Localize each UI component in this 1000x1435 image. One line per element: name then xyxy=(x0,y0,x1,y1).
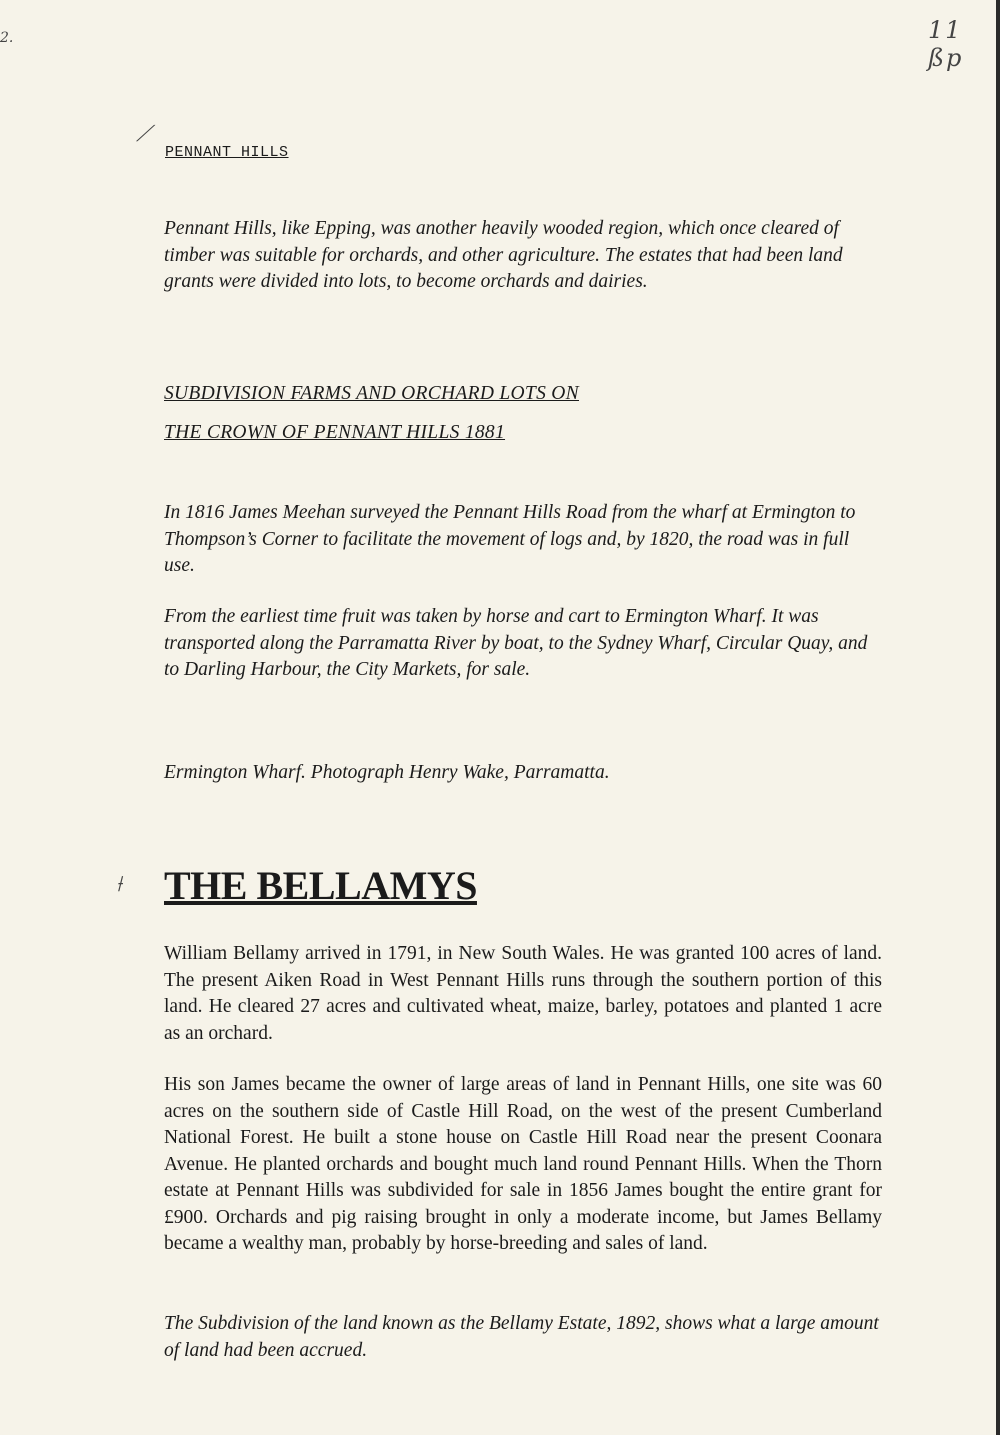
intro-paragraph: Pennant Hills, like Epping, was another heavily wooded region, which once cleared of timber was suitable for orchards, and other agriculture. The estates that had been land grants were divided into lots, to become orchards and dairies. xyxy=(164,218,843,292)
bellamys-paragraph-2: His son James became the owner of large areas of land in Pennant Hills, one site was 60 acres on the southern side of Castle Hill Road, on the west of the present Cumberland National Forest. He built a stone house on Castle Hill Road near the present Coonara Avenue. He planted orchards and bought much land round Pennant Hills. When the Thorn estate at Pennant Hills was subdivided for sale in 1856 James bought the entire grant for £900. Orchards and pig raising brought in only a moderate income, but James Bellamy became a wealthy man, probably by horse-breeding and sales of land. xyxy=(164,1074,882,1254)
scan-edge xyxy=(996,0,1000,1435)
handwritten-tick-mark: ⟋ xyxy=(136,122,152,147)
subdivision-heading-line-2: THE CROWN OF PENNANT HILLS 1881 xyxy=(164,422,506,443)
handwritten-tick-mark: ⟊ xyxy=(116,872,122,897)
bellamys-paragraph-3: The Subdivision of the land known as the Bellamy Estate, 1892, shows what a large amount of land had been accrued. xyxy=(164,1313,879,1361)
subdivision-heading-line-1: SUBDIVISION FARMS AND ORCHARD LOTS ON xyxy=(164,383,579,404)
bellamys-title: THE BELLAMYS xyxy=(164,863,477,908)
photo-caption: Ermington Wharf. Photograph Henry Wake, Parramatta. xyxy=(164,762,610,783)
margin-mark: 2. xyxy=(0,30,14,46)
bellamys-paragraph-1: William Bellamy arrived in 1791, in New South Wales. He was granted 100 acres of land. The present Aiken Road in West Pennant Hills runs through the southern portion of this land. He cleared 27 acres and cultivated wheat, maize, barley, potatoes and planted 1 acre as an orchard. xyxy=(164,943,882,1044)
road-paragraph: In 1816 James Meehan surveyed the Pennant Hills Road from the wharf at Ermington to Thompson’s Corner to facilitate the movement of logs and, by 1820, the road was in full use. xyxy=(164,502,856,576)
section-label: PENNANT HILLS xyxy=(165,144,289,161)
handwritten-page-number: 11 ßp xyxy=(928,16,964,72)
fruit-paragraph: From the earliest time fruit was taken by horse and cart to Ermington Wharf. It was transported along the Parramatta River by boat, to the Sydney Wharf, Circular Quay, and to Darling Harbour, the City Markets, for sale. xyxy=(164,606,868,680)
